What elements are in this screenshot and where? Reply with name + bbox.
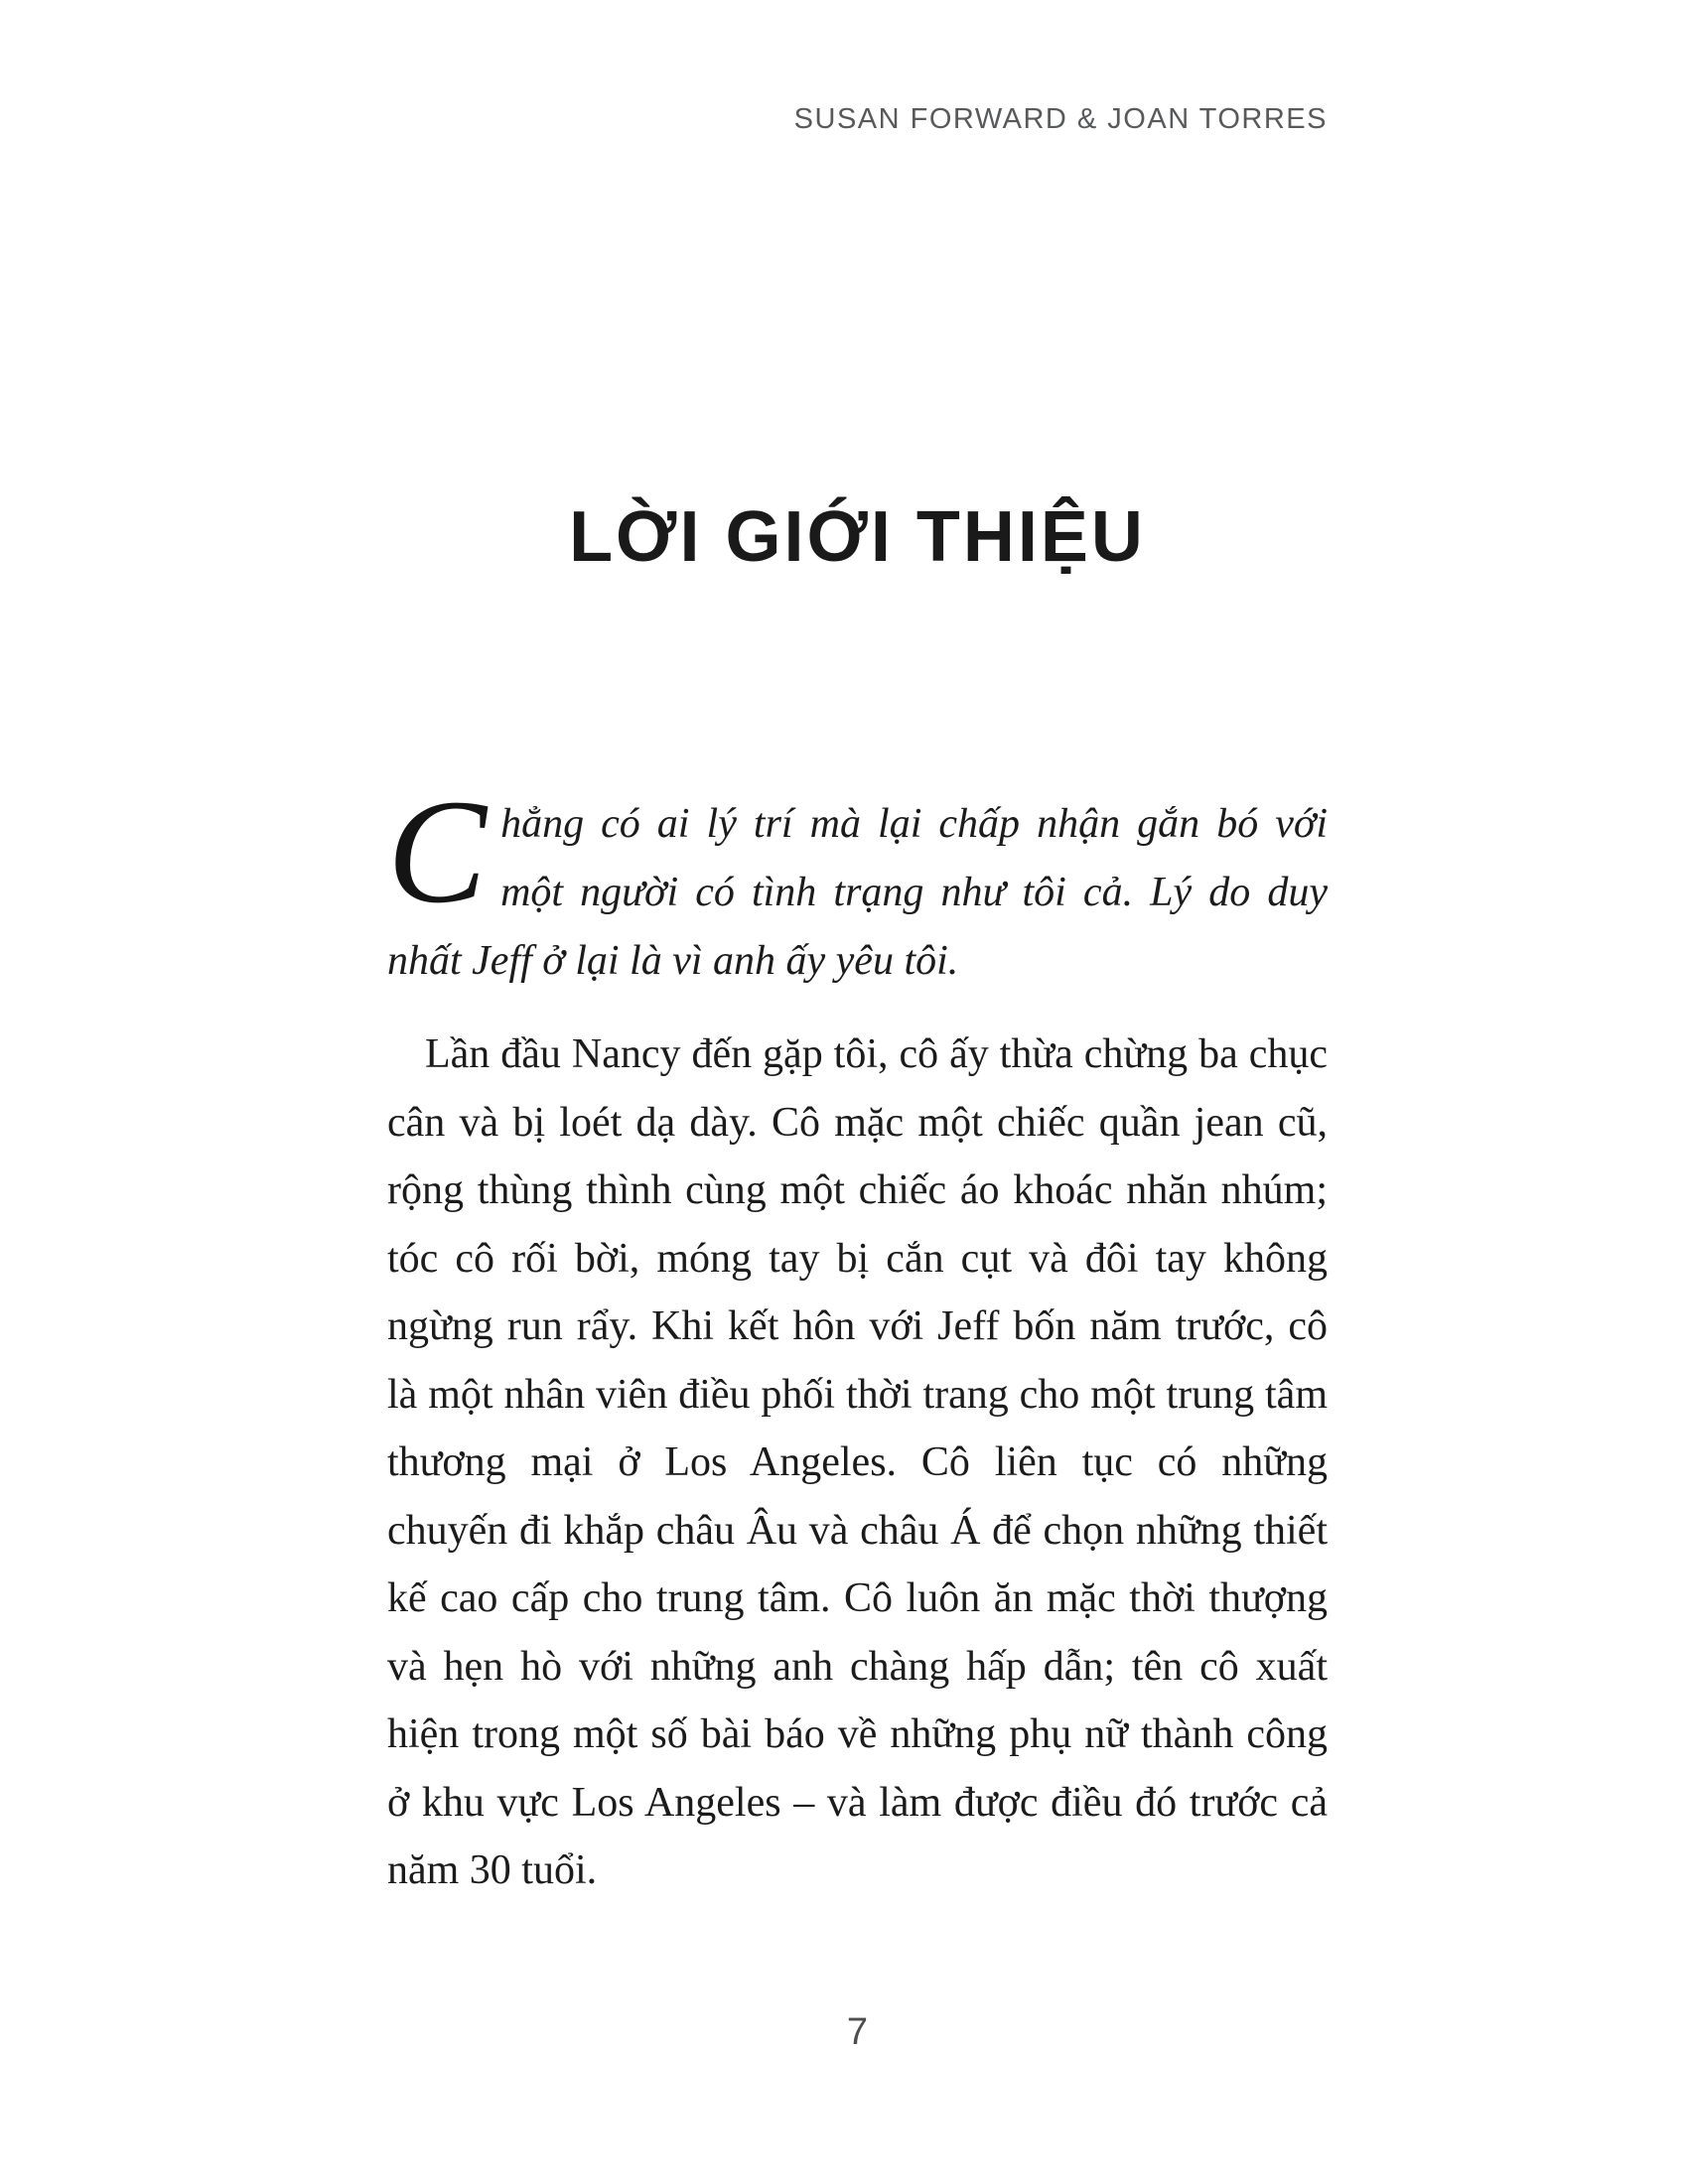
chapter-title: LỜI GIỚI THIỆU — [569, 497, 1146, 577]
quote-text: hẳng có ai lý trí mà lại chấp nhận gắn bó với một người có tình trạng như tôi cả. Lý do duy nhất Jeff ở lại là vì anh ấy yêu tôi. — [387, 801, 1328, 984]
running-header-text: SUSAN FORWARD & JOAN TORRES — [793, 103, 1328, 135]
opening-quote — [387, 769, 1328, 996]
body-paragraph: Lần đầu Nancy đến gặp tôi, cô ấy thừa chừng ba chục cân và bị loét dạ dày. Cô mặc một chiếc quần jean cũ, rộng thùng thình cùng một chiếc áo khoác nhăn nhúm; tóc cô rối bời, móng tay bị cắn cụt và đôi tay không ngừng run rẩy. Khi kết hôn với Jeff bốn năm trước, cô là một nhân viên điều phối thời trang cho một trung tâm thương mại ở Los Angeles. Cô liên tục có những chuyến đi khắp châu Âu và châu Á để chọn những thiết kế cao cấp cho trung tâm. Cô luôn ăn mặc thời thượng và hẹn hò với những anh chàng hấp dẫn; tên cô xuất hiện trong một số bài báo về những phụ nữ thành công ở khu vực Los Angeles – và làm được điều đó trước cả năm 30 tuổi. — [387, 1031, 1328, 1893]
running-header — [387, 103, 1328, 136]
drop-cap: C — [387, 769, 488, 934]
page-number: 7 — [846, 2011, 869, 2053]
